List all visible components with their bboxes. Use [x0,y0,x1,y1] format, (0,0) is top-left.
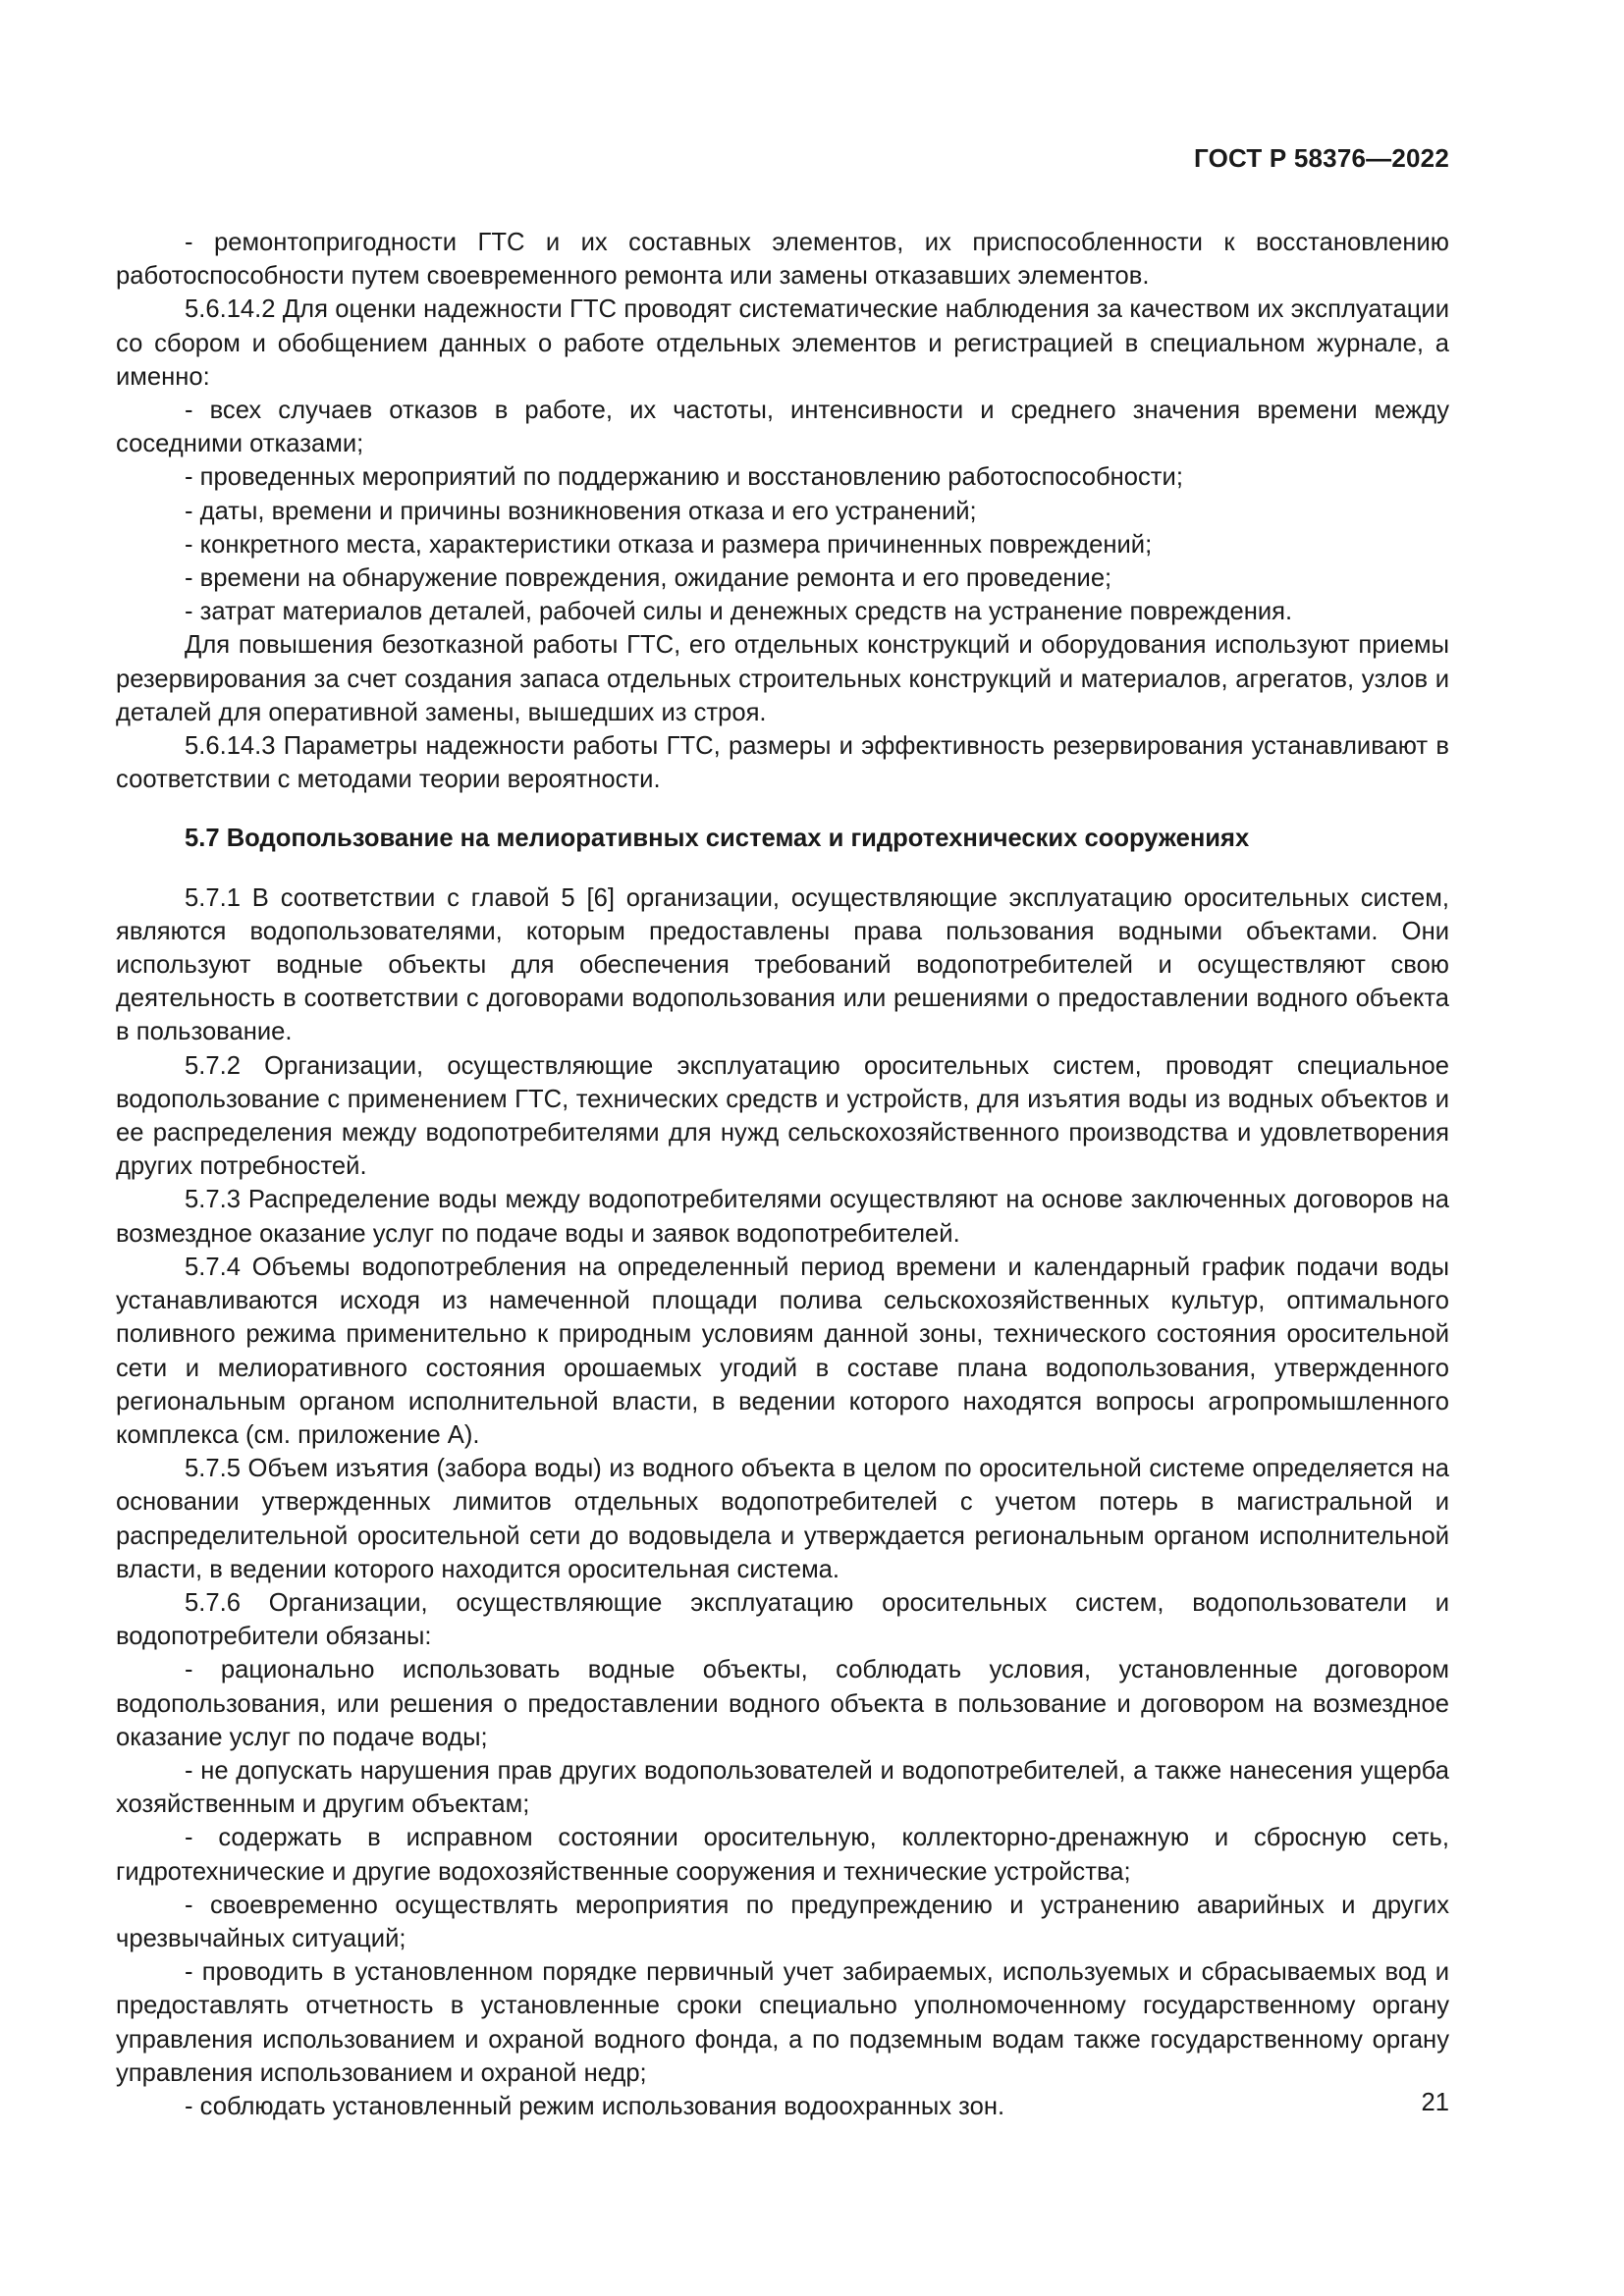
section-heading: 5.7 Водопользование на мелиоративных системах и гидротехнических сооружениях [185,825,1250,853]
list-item: - содержать в исправном состоянии оросительную, коллекторно-дренажную и сбросную сеть, гидротехнические и другие водохозяйственные сооружения и технические устройства; [116,1824,1449,1886]
document-header: ГОСТ Р 58376—2022 [1194,143,1449,173]
paragraph: 5.6.14.3 Параметры надежности работы ГТС, размеры и эффективность резервирования устанавливают в соответствии с методами теории вероятности. [116,732,1449,794]
list-item: - не допускать нарушения прав других водопользователей и водопотребителей, а также нанесения ущерба хозяйственным и другим объектам; [116,1756,1449,1819]
list-item: - проведенных мероприятий по поддержанию и восстановлению работоспособности; [185,463,1183,492]
list-item: - своевременно осуществлять мероприятия по предупреждению и устранению аварийных и других чрезвычайных ситуаций; [116,1891,1449,1952]
list-item: - рационально использовать водные объекты, соблюдать условия, установленные договором водопользования, или решения о предоставлении водного объекта в пользование и договором на возмездное оказание услуг по подаче воды; [116,1656,1449,1751]
paragraph: 5.6.14.2 Для оценки надежности ГТС проводят систематические наблюдения за качеством их эксплуатации со сбором и обобщением данных о работе отдельных элементов и регистрацией в специальном журнале, а именно: [116,295,1449,391]
list-item: - даты, времени и причины возникновения отказа и его устранений; [185,497,977,525]
paragraph: - ремонтопригодности ГТС и их составных элементов, их приспособленности к восстановлению работоспособности путем своевременного ремонта или замены отказавших элементов. [116,229,1449,291]
list-item: - затрат материалов деталей, рабочей силы и денежных средств на устранение повреждения. [185,598,1293,626]
list-item: - времени на обнаружение повреждения, ожидание ремонта и его проведение; [185,564,1112,593]
paragraph: 5.7.2 Организации, осуществляющие эксплуатацию оросительных систем, проводят специальное водопользование с применением ГТС, технических средств и устройств, для изъятия воды из водных объектов и ее распределения между водопотребителями для нужд сельскохозяйственного производства и удовлетворения других потребностей. [116,1051,1449,1181]
paragraph: 5.7.1 В соответствии с главой 5 [6] организации, осуществляющие эксплуатацию оросительных систем, являются водопользователями, которым предоставлены права пользования водными объектами. Они используют водные объекты для обеспечения требований водопотребителей и осуществляют свою деятельность в соответствии с договорами водопользования или решениями о предоставлении водного объекта в пользование. [116,883,1449,1046]
document-body [116,226,1449,2123]
paragraph: 5.7.5 Объем изъятия (забора воды) из водного объекта в целом по оросительной системе определяется на основании утвержденных лимитов отдельных водопотребителей с учетом потерь в магистральной и распределительной оросительной сети до водовыдела и утверждается региональным органом исполнительной власти, в ведении которого находится оросительная система. [116,1455,1449,1583]
list-item: - проводить в установленном порядке первичный учет забираемых, используемых и сбрасываемых вод и предоставлять отчетность в установленные сроки специально уполномоченному государственному органу управления использованием и охраной водного фонда, а по подземным водам также государственному органу управления использованием и охраной недр; [116,1958,1449,2087]
paragraph: 5.7.3 Распределение воды между водопотребителями осуществляют на основе заключенных договоров на возмездное оказание услуг по подаче воды и заявок водопотребителей. [116,1186,1449,1248]
paragraph: 5.7.6 Организации, осуществляющие эксплуатацию оросительных систем, водопользователи и водопотребители обязаны: [116,1588,1449,1651]
paragraph: 5.7.4 Объемы водопотребления на определенный период времени и календарный график подачи воды устанавливаются исходя из намеченной площади полива сельскохозяйственных культур, оптимального поливного режима применительно к природным условиям данной зоны, технического состояния оросительной сети и мелиоративного состояния орошаемых угодий в составе плана водопользования, утвержденного региональным органом исполнительной власти, в ведении которого находятся вопросы агропромышленного комплекса (см. приложение А). [116,1253,1449,1449]
list-item: - всех случаев отказов в работе, их частоты, интенсивности и среднего значения времени между соседними отказами; [116,397,1449,458]
paragraph: Для повышения безотказной работы ГТС, его отдельных конструкций и оборудования используют приемы резервирования за счет создания запаса отдельных строительных конструкций и материалов, агрегатов, узлов и деталей для оперативной замены, вышедших из строя. [116,631,1449,726]
list-item: - соблюдать установленный режим использования водоохранных зон. [185,2092,1005,2120]
list-item: - конкретного места, характеристики отказа и размера причиненных повреждений; [185,530,1153,559]
page-number: 21 [1421,2089,1449,2116]
